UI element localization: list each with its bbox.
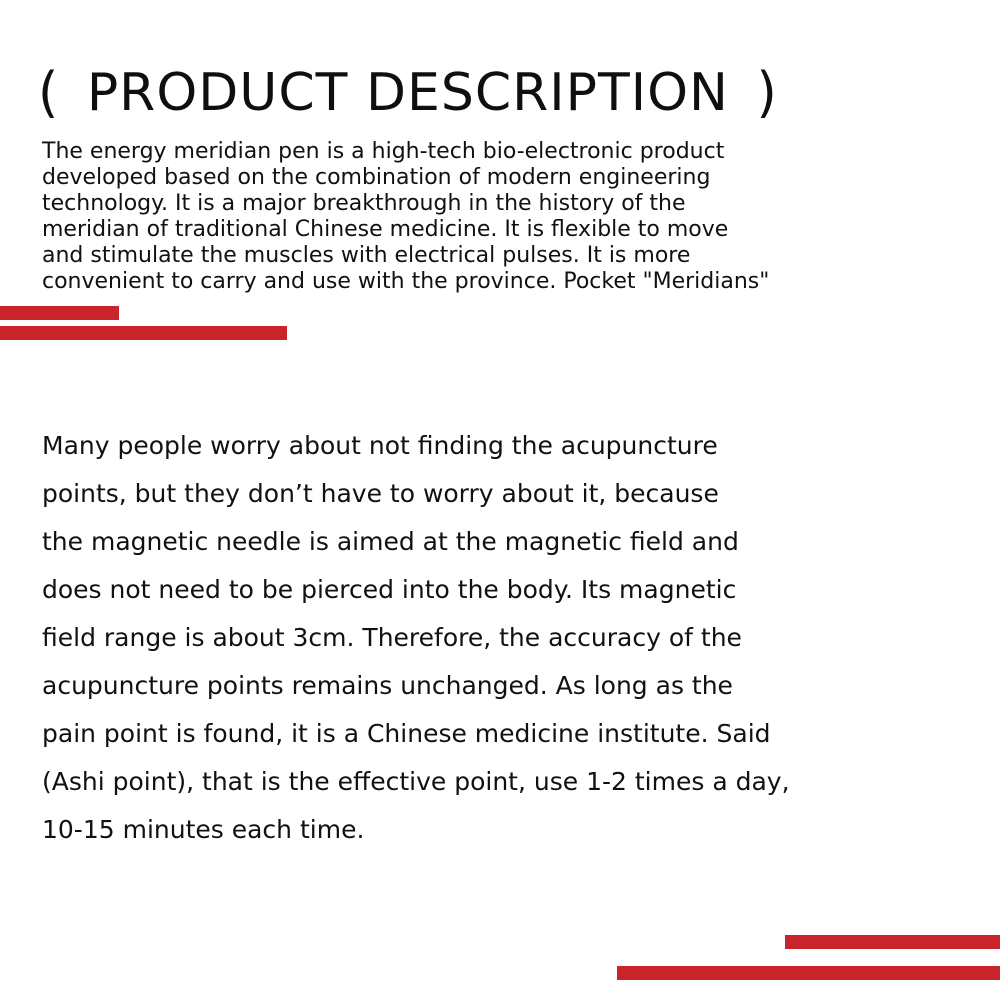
body-line: field range is about 3cm. Therefore, the accuracy of the xyxy=(42,623,742,652)
intro-line: convenient to carry and use with the province. Pocket "Meridians" xyxy=(42,269,770,294)
body-line: acupuncture points remains unchanged. As long as the xyxy=(42,671,733,700)
decorative-red-bar-top-short xyxy=(0,306,119,320)
intro-line: and stimulate the muscles with electrical pulses. It is more xyxy=(42,243,691,268)
heading-title: PRODUCT DESCRIPTION xyxy=(86,63,729,123)
body-line: points, but they don’t have to worry about it, because xyxy=(42,479,719,508)
body-line: Many people worry about not finding the acupuncture xyxy=(42,431,718,460)
intro-paragraph xyxy=(42,139,972,295)
decorative-red-bar-bottom-long xyxy=(617,966,1000,980)
intro-line: The energy meridian pen is a high-tech bio-electronic product xyxy=(42,139,725,164)
intro-line: technology. It is a major breakthrough in the history of the xyxy=(42,191,686,216)
intro-line: developed based on the combination of modern engineering xyxy=(42,165,711,190)
body-line: pain point is found, it is a Chinese medicine institute. Said xyxy=(42,719,771,748)
body-line: 10-15 minutes each time. xyxy=(42,815,365,844)
intro-line: meridian of traditional Chinese medicine. It is flexible to move xyxy=(42,217,729,242)
body-line: does not need to be pierced into the body. Its magnetic xyxy=(42,575,737,604)
body-line: the magnetic needle is aimed at the magnetic field and xyxy=(42,527,739,556)
heading-close-paren: ) xyxy=(756,61,778,125)
page-heading xyxy=(38,58,778,128)
heading-open-paren: ( xyxy=(38,61,60,125)
decorative-red-bar-top-long xyxy=(0,326,287,340)
body-line: (Ashi point), that is the effective point, use 1-2 times a day, xyxy=(42,767,790,796)
body-paragraph xyxy=(42,422,972,854)
decorative-red-bar-bottom-short xyxy=(785,935,1000,949)
